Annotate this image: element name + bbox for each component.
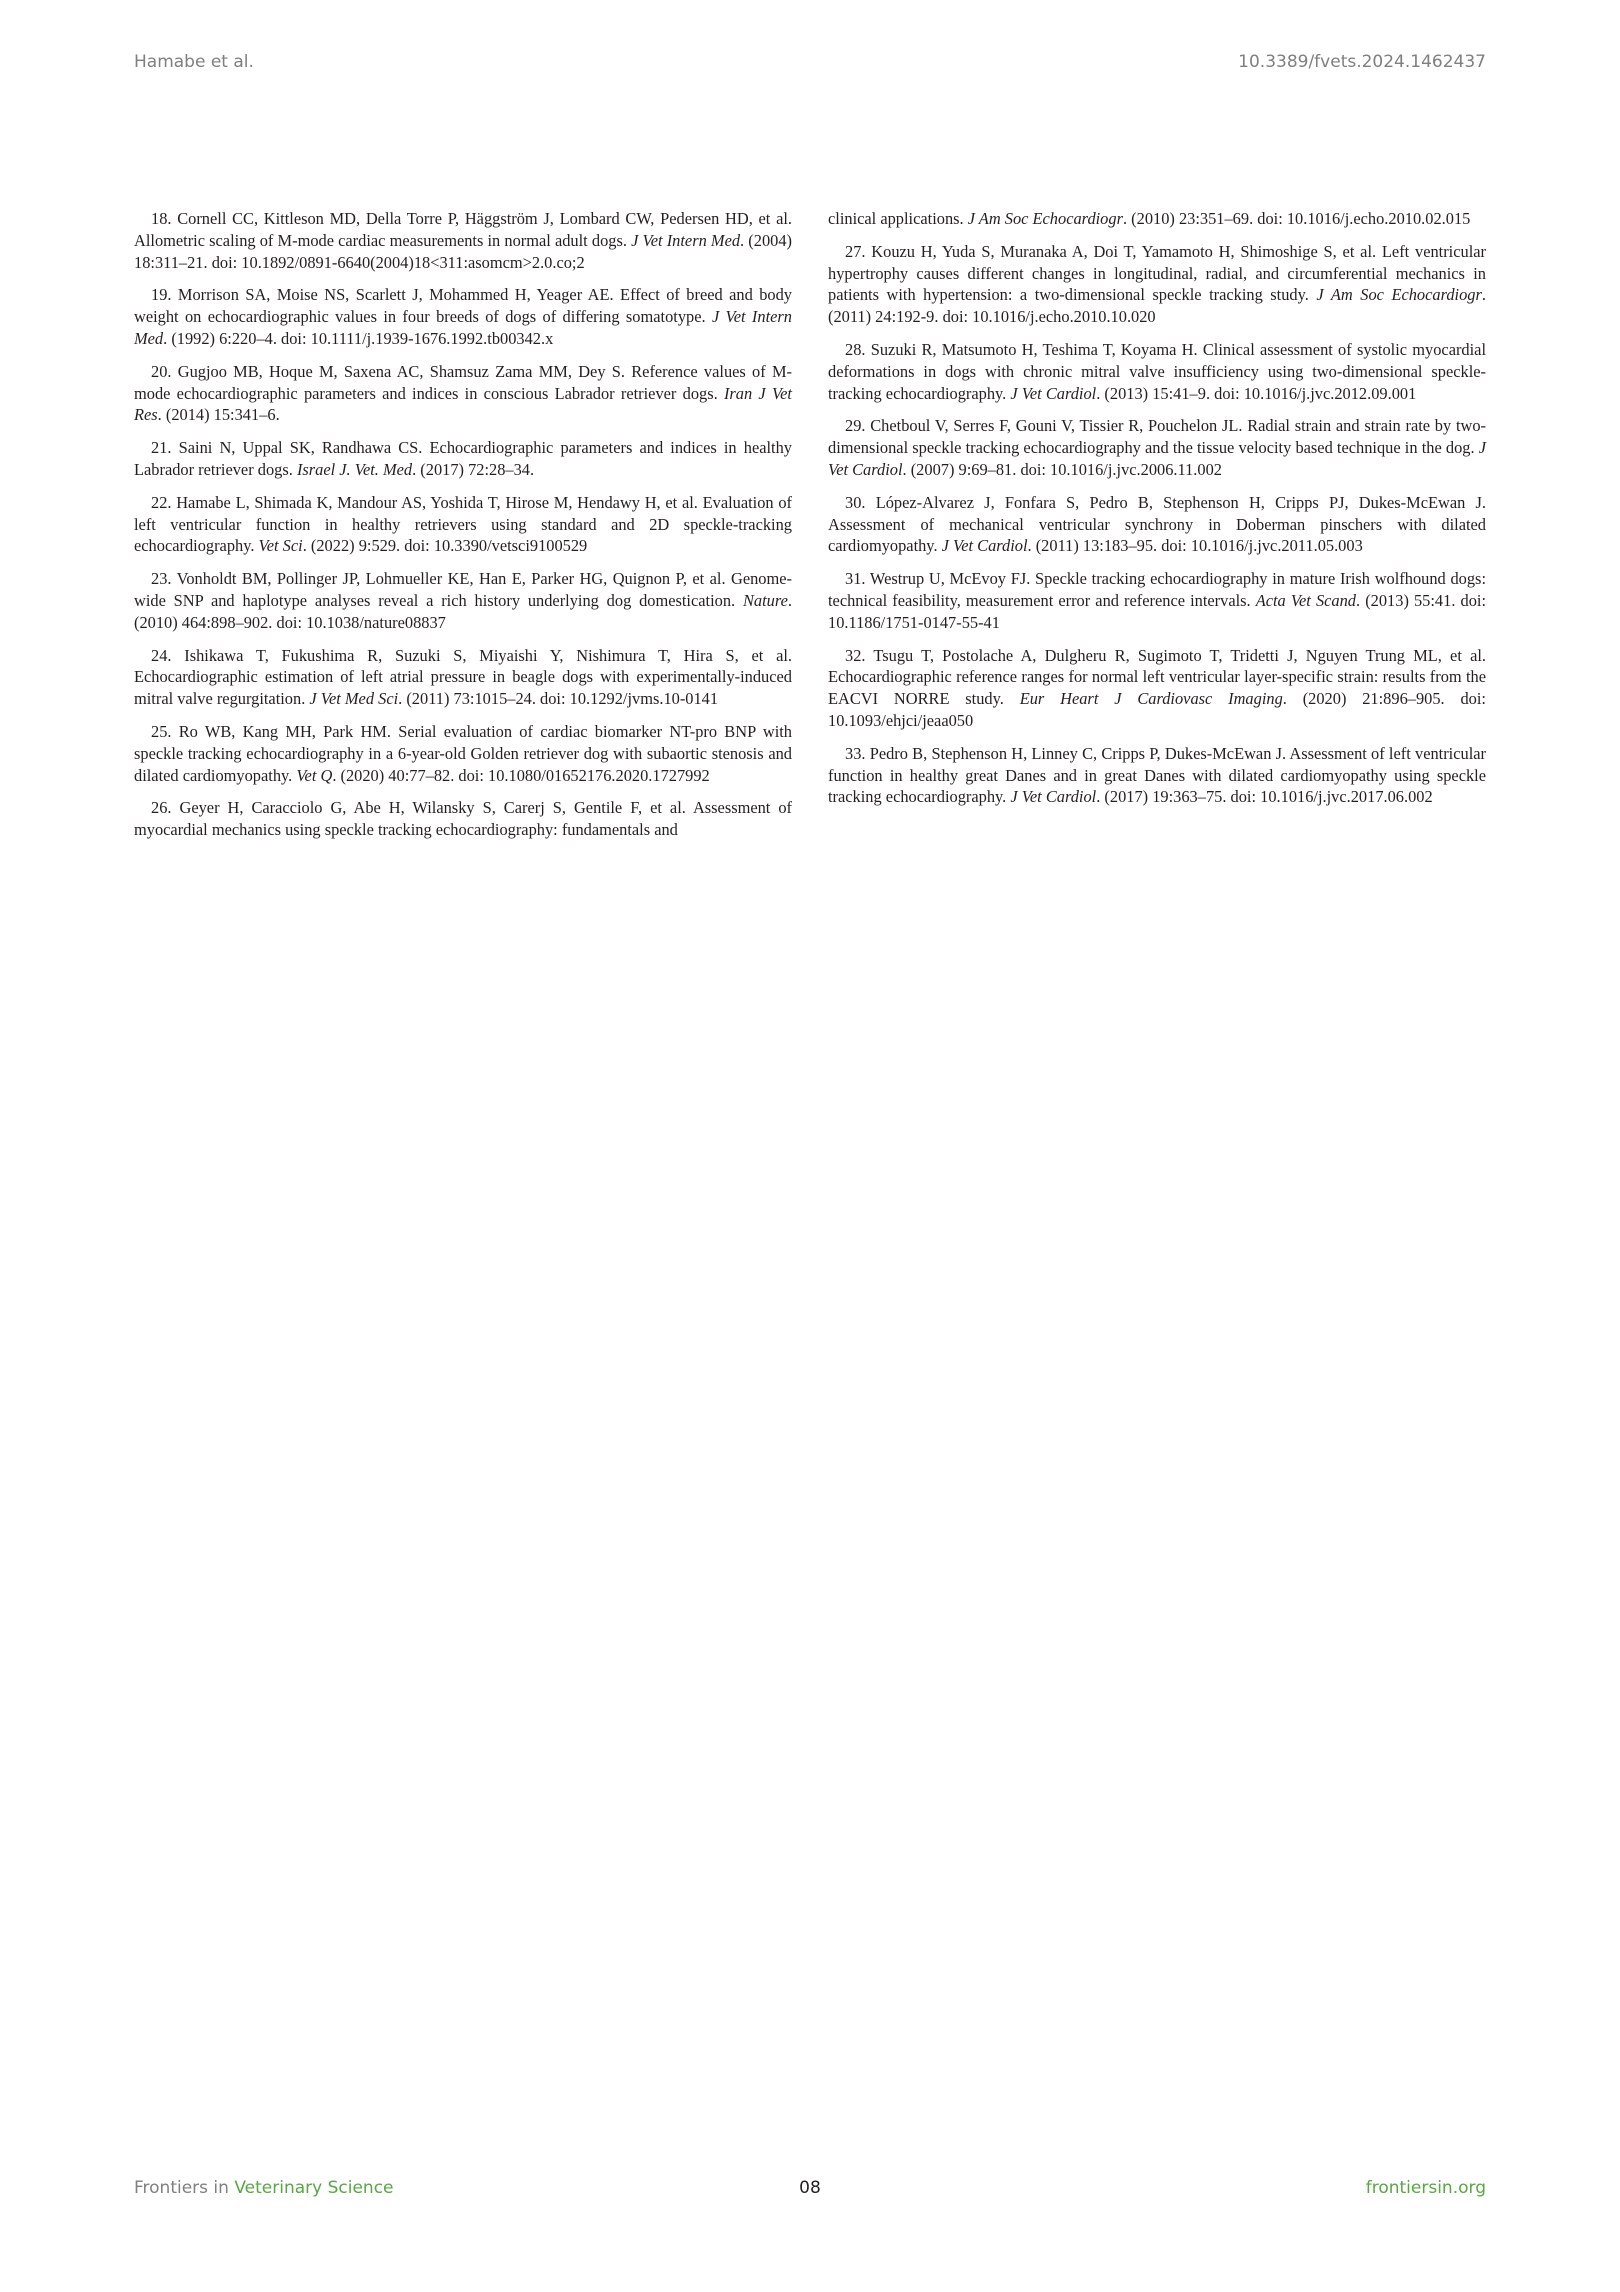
reference-26: 26. Geyer H, Caracciolo G, Abe H, Wilansky S, Carerj S, Gentile F, et al. Assessment of myocardial mechanics using speckle tracking echocardiography: fundamentals and xyxy=(134,798,792,840)
reference-18: 18. Cornell CC, Kittleson MD, Della Torre P, Häggström J, Lombard CW, Pedersen HD, et al. Allometric scaling of M-mode cardiac measurements in normal adult dogs. J Vet Intern Med. (2004) 18:311–21. doi: 10.1892/0891-6640(2004)18<311:asomcm>2.0.co;2 xyxy=(134,209,792,272)
reference-24: 24. Ishikawa T, Fukushima R, Suzuki S, Miyaishi Y, Nishimura T, Hira S, et al. Echocardiographic estimation of left atrial pressure in beagle dogs with experimentally-induced mitral valve regurgitation. J Vet Med Sci. (2011) 73:1015–24. doi: 10.1292/jvms.10-0141 xyxy=(134,645,792,709)
footer-journal-title: Veterinary Science xyxy=(234,2178,394,2198)
footer-journal-prefix: Frontiers in xyxy=(134,2178,235,2198)
reference-25: 25. Ro WB, Kang MH, Park HM. Serial evaluation of cardiac biomarker NT-pro BNP with speckle tracking echocardiography in a 6-year-old Golden retriever dog with subaortic stenosis and dilated cardiomyopathy. Vet Q. (2020) 40:77–82. doi: 10.1080/01652176.2020.1727992 xyxy=(134,721,792,785)
references-left-column xyxy=(134,208,792,852)
footer-site-link[interactable]: frontiersin.org xyxy=(1365,2178,1486,2198)
page-footer xyxy=(134,2178,1486,2202)
reference-26-continued: clinical applications. J Am Soc Echocardiogr. (2010) 23:351–69. doi: 10.1016/j.echo.2010.02.015 xyxy=(828,209,1471,228)
reference-32: 32. Tsugu T, Postolache A, Dulgheru R, Sugimoto T, Tridetti J, Nguyen Trung ML, et al. Echocardiographic reference ranges for normal left ventricular layer-specific strain: results from the EACVI NORRE study. Eur Heart J Cardiovasc Imaging. (2020) 21:896–905. doi: 10.1093/ehjci/jeaa050 xyxy=(828,645,1486,730)
reference-29: 29. Chetboul V, Serres F, Gouni V, Tissier R, Pouchelon JL. Radial strain and strain rate by two-dimensional speckle tracking echocardiography and the tissue velocity based technique in the dog. J Vet Cardiol. (2007) 9:69–81. doi: 10.1016/j.jvc.2006.11.002 xyxy=(828,416,1486,479)
running-head xyxy=(134,52,1486,76)
page-number: 08 xyxy=(799,2178,821,2198)
references-section xyxy=(134,208,1486,852)
reference-23: 23. Vonholdt BM, Pollinger JP, Lohmueller KE, Han E, Parker HG, Quignon P, et al. Genome-wide SNP and haplotype analyses reveal a rich history underlying dog domestication. Nature. (2010) 464:898–902. doi: 10.1038/nature08837 xyxy=(134,569,792,632)
running-head-authors: Hamabe et al. xyxy=(134,52,254,72)
reference-20: 20. Gugjoo MB, Hoque M, Saxena AC, Shamsuz Zama MM, Dey S. Reference values of M-mode echocardiographic parameters and indices in conscious Labrador retriever dogs. Iran J Vet Res. (2014) 15:341–6. xyxy=(134,361,792,425)
reference-30: 30. López-Alvarez J, Fonfara S, Pedro B, Stephenson H, Cripps PJ, Dukes-McEwan J. Assessment of mechanical ventricular synchrony in Doberman pinschers with dilated cardiomyopathy. J Vet Cardiol. (2011) 13:183–95. doi: 10.1016/j.jvc.2011.05.003 xyxy=(828,492,1486,556)
reference-21: 21. Saini N, Uppal SK, Randhawa CS. Echocardiographic parameters and indices in healthy Labrador retriever dogs. Israel J. Vet. Med. (2017) 72:28–34. xyxy=(134,438,792,479)
reference-31: 31. Westrup U, McEvoy FJ. Speckle tracking echocardiography in mature Irish wolfhound dogs: technical feasibility, measurement error and reference intervals. Acta Vet Scand. (2013) 55:41. doi: 10.1186/1751-0147-55-41 xyxy=(828,569,1486,632)
reference-19: 19. Morrison SA, Moise NS, Scarlett J, Mohammed H, Yeager AE. Effect of breed and body weight on echocardiographic values in four breeds of dogs of differing somatotype. J Vet Intern Med. (1992) 6:220–4. doi: 10.1111/j.1939-1676.1992.tb00342.x xyxy=(134,285,792,348)
references-right-column xyxy=(828,208,1486,852)
reference-22: 22. Hamabe L, Shimada K, Mandour AS, Yoshida T, Hirose M, Hendawy H, et al. Evaluation of left ventricular function in healthy retrievers using standard and 2D speckle-tracking echocardiography. Vet Sci. (2022) 9:529. doi: 10.3390/vetsci9100529 xyxy=(134,492,792,556)
reference-28: 28. Suzuki R, Matsumoto H, Teshima T, Koyama H. Clinical assessment of systolic myocardial deformations in dogs with chronic mitral valve insufficiency using two-dimensional speckle-tracking echocardiography. J Vet Cardiol. (2013) 15:41–9. doi: 10.1016/j.jvc.2012.09.001 xyxy=(828,339,1486,403)
reference-33: 33. Pedro B, Stephenson H, Linney C, Cripps P, Dukes-McEwan J. Assessment of left ventricular function in healthy great Danes and in great Danes with dilated cardiomyopathy using speckle tracking echocardiography. J Vet Cardiol. (2017) 19:363–75. doi: 10.1016/j.jvc.2017.06.002 xyxy=(828,743,1486,807)
reference-27: 27. Kouzu H, Yuda S, Muranaka A, Doi T, Yamamoto H, Shimoshige S, et al. Left ventricular hypertrophy causes different changes in longitudinal, radial, and circumferential mechanics in patients with hypertension: a two-dimensional speckle tracking study. J Am Soc Echocardiogr. (2011) 24:192-9. doi: 10.1016/j.echo.2010.10.020 xyxy=(828,241,1486,327)
running-head-doi: 10.3389/fvets.2024.1462437 xyxy=(1238,52,1486,72)
